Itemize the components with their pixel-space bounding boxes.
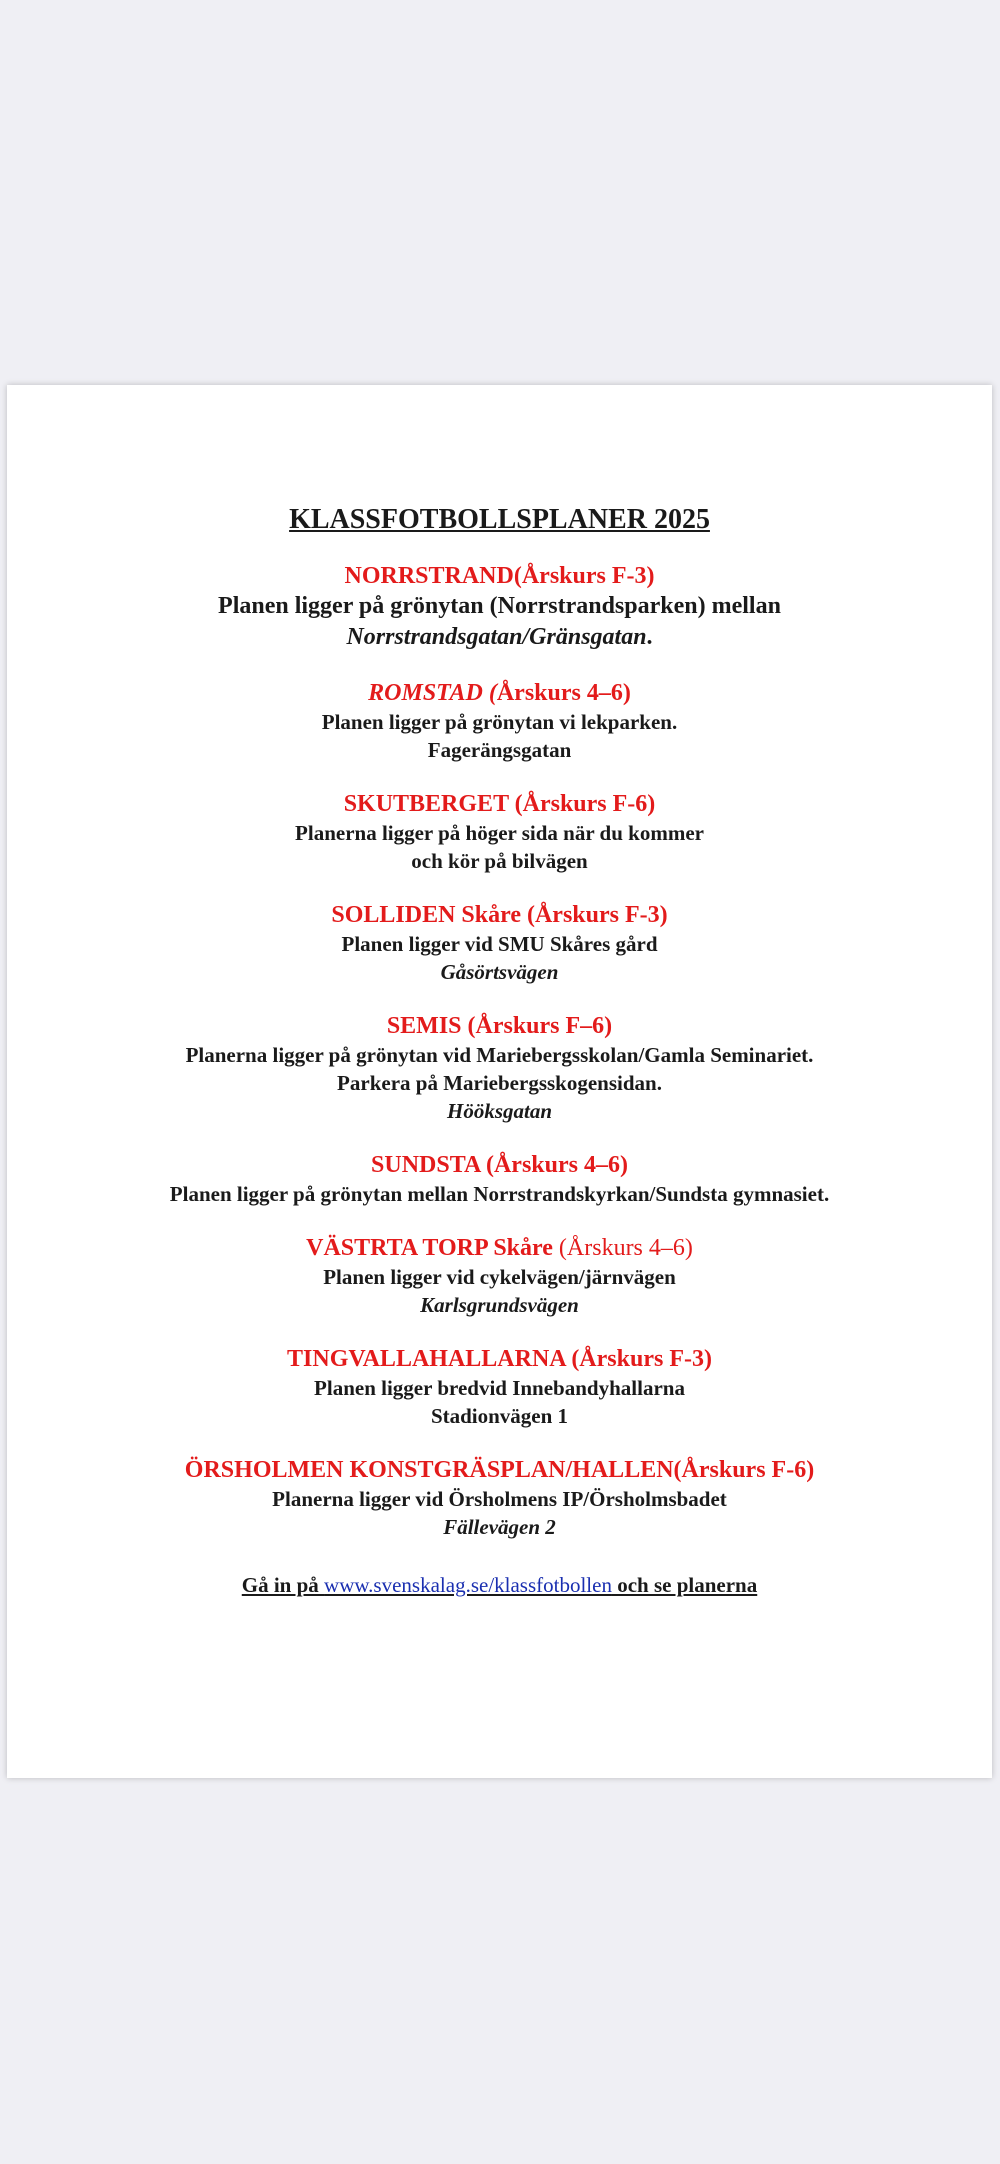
document-page (7, 385, 992, 1778)
street-name: Fällevägen 2 (443, 1515, 556, 1539)
grade-label: (Årskurs F-3) (520, 902, 668, 928)
grade-label: (Årskurs 4–6) (552, 1235, 693, 1261)
grade-label: (Årskurs 4–6) (479, 1152, 628, 1178)
footer-suffix: och se planerna (611, 1573, 758, 1597)
location-name: ÖRSHOLMEN KONSTGRÄSPLAN/HALLEN (184, 1457, 674, 1483)
section-norrstrand (7, 561, 992, 653)
street-name: Stadionvägen 1 (430, 1404, 569, 1428)
footer-prefix: Gå in på (241, 1573, 325, 1597)
section-tingvallahallarna (7, 1344, 992, 1430)
street-name: Norrstrandsgatan/Gränsgatan (346, 624, 647, 650)
grade-label: (Årskurs F-6) (673, 1457, 815, 1483)
street-name: Hööksgatan (446, 1099, 553, 1123)
section-romstad (7, 678, 992, 764)
location-name: ROMSTAD ( (368, 680, 497, 706)
section-heading (7, 678, 992, 708)
directions-text: Planen ligger vid SMU Skåres gård (341, 932, 658, 956)
grade-label: Årskurs 4–6) (496, 680, 631, 706)
location-name: SEMIS (386, 1013, 462, 1039)
directions-text-2: och kör på bilvägen (411, 849, 588, 873)
footer-line (7, 1571, 992, 1599)
street-line (7, 622, 992, 653)
section-heading (7, 900, 992, 930)
section-heading (7, 789, 992, 819)
location-name: SKUTBERGET (343, 791, 509, 817)
section-orsholmen (7, 1455, 992, 1541)
directions-text: Planen ligger på grönytan vi lekparken. (321, 710, 678, 734)
section-sundsta (7, 1150, 992, 1208)
section-heading (7, 561, 992, 591)
section-heading (7, 1233, 992, 1263)
location-name: SUNDSTA (371, 1152, 480, 1178)
document-title: KLASSFOTBOLLSPLANER 2025 (289, 504, 710, 535)
section-solliden (7, 900, 992, 986)
document-content (7, 503, 992, 1599)
location-name: VÄSTRTA TORP Skåre (306, 1235, 553, 1261)
directions-text: Planen ligger vid cykelvägen/järnvägen (323, 1265, 676, 1289)
grade-label: (Årskurs F-6) (508, 791, 656, 817)
location-name: SOLLIDEN Skåre (331, 902, 521, 928)
location-name: TINGVALLAHALLARNA (287, 1346, 566, 1372)
section-heading (7, 1150, 992, 1180)
grade-label: (Årskurs F-3) (513, 563, 655, 589)
street-name: Fagerängsgatan (427, 738, 572, 762)
directions-text: Planen ligger på grönytan (Norrstrandsparken) mellan (218, 593, 781, 619)
directions-text: Planen ligger på grönytan mellan Norrstrandskyrkan/Sundsta gymnasiet. (169, 1182, 830, 1206)
grade-label: (Årskurs F–6) (461, 1013, 613, 1039)
directions-text: Planerna ligger på grönytan vid Mariebergsskolan/Gamla Seminariet. (185, 1043, 814, 1067)
section-semis (7, 1011, 992, 1125)
section-skutberget (7, 789, 992, 875)
street-suffix: . (646, 624, 653, 650)
street-name: Karlsgrundsvägen (420, 1293, 579, 1317)
section-heading (7, 1011, 992, 1041)
website-link[interactable]: www.svenskalag.se/klassfotbollen (324, 1573, 612, 1597)
section-vastra-torp (7, 1233, 992, 1319)
directions-text: Planen ligger bredvid Innebandyhallarna (314, 1376, 685, 1400)
grade-label: (Årskurs F-3) (565, 1346, 712, 1372)
location-name: NORRSTRAND (344, 563, 514, 589)
directions-text: Planerna ligger vid Örsholmens IP/Örsholmsbadet (272, 1487, 727, 1511)
section-heading (7, 1455, 992, 1485)
directions-text-2: Parkera på Mariebergsskogensidan. (337, 1071, 662, 1095)
directions-text: Planerna ligger på höger sida när du kommer (295, 821, 704, 845)
street-name: Gåsörtsvägen (440, 960, 559, 984)
section-heading (7, 1344, 992, 1374)
